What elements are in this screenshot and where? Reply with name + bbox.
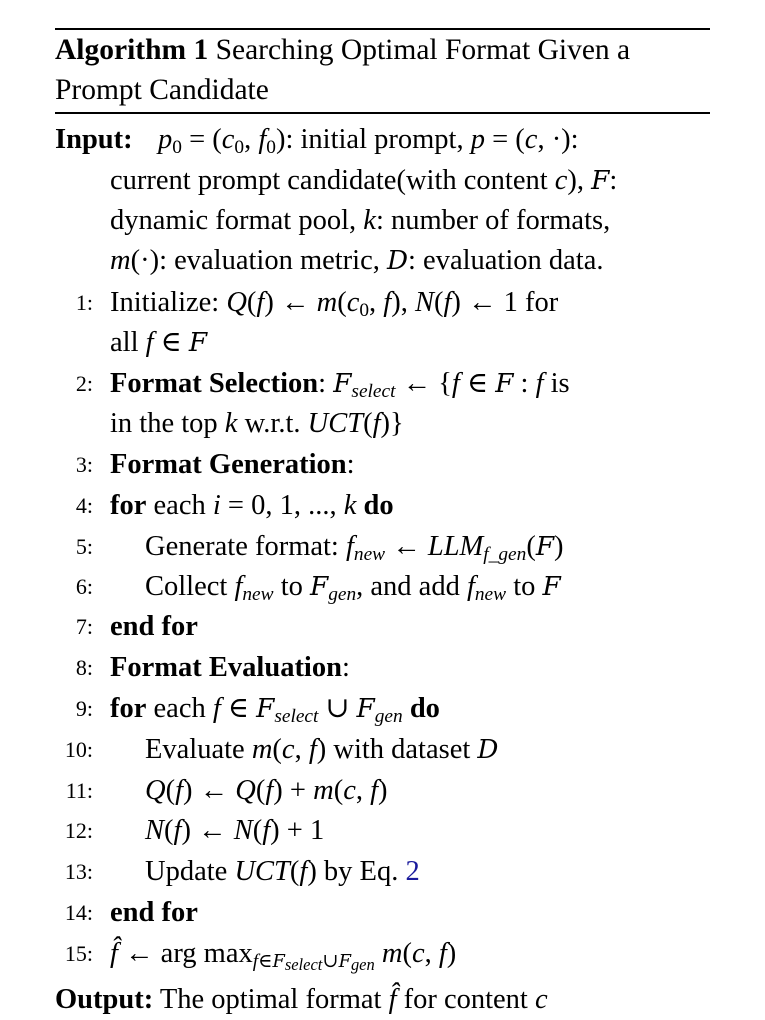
algorithm-caption [55,30,715,110]
algorithm-label: Algorithm 1 [55,34,209,66]
algorithm-title: Searching Optimal Format Given a Prompt Candidate [55,34,631,106]
equation-reference-link[interactable]: 2 [405,856,420,887]
input-text-1: $p_0 = (c_0$, $f_0$): initial prompt, p = (c, ·): [158,124,579,158]
input-label: Input: [55,124,133,155]
output-label: Output: [55,984,154,1015]
caption-rule [55,112,710,114]
